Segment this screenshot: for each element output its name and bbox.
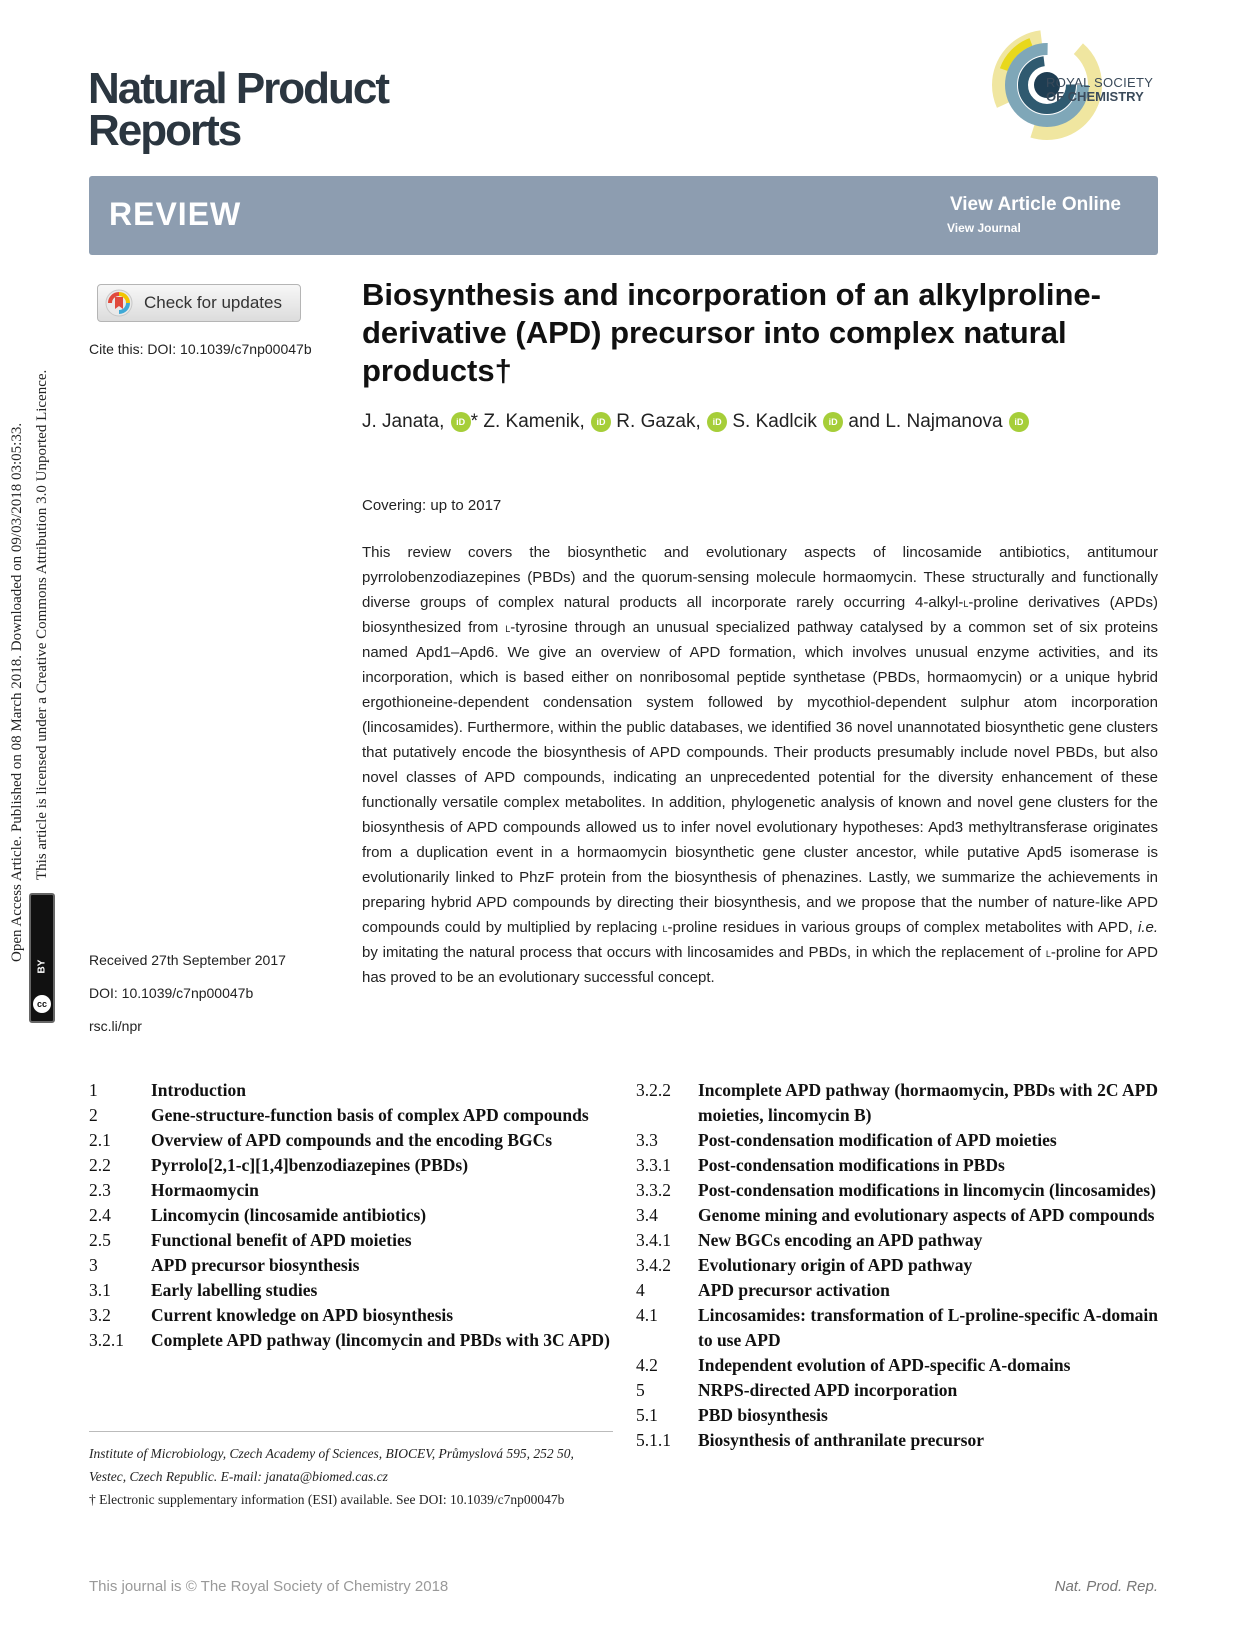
toc-number: 2.2 xyxy=(89,1155,111,1175)
toc-item[interactable] xyxy=(636,1128,1158,1153)
toc-number: 3.2 xyxy=(89,1305,111,1325)
toc-number: 4.2 xyxy=(636,1355,658,1375)
toc-item[interactable] xyxy=(636,1353,1158,1378)
toc-label: Gene-structure-function basis of complex APD compounds xyxy=(151,1105,589,1125)
toc-number: 3.4.1 xyxy=(636,1230,671,1250)
journal-title xyxy=(88,64,448,155)
toc-label: Current knowledge on APD biosynthesis xyxy=(151,1305,454,1325)
toc-label: Post-condensation modification of APD moieties xyxy=(698,1130,1057,1150)
review-banner xyxy=(89,176,1158,255)
toc-number: 3.4.2 xyxy=(636,1255,671,1275)
toc-item[interactable] xyxy=(636,1428,1158,1453)
toc-item[interactable] xyxy=(636,1378,1158,1403)
toc-label: Genome mining and evolutionary aspects of APD compounds xyxy=(698,1205,1155,1225)
toc-item[interactable] xyxy=(89,1203,613,1228)
view-journal-link[interactable]: View Journal xyxy=(947,221,1021,235)
toc-label: Hormaomycin xyxy=(151,1180,259,1200)
author-list xyxy=(362,411,1029,433)
toc-label: Biosynthesis of anthranilate precursor xyxy=(698,1430,984,1450)
toc-item[interactable] xyxy=(89,1128,613,1153)
toc-label: Evolutionary origin of APD pathway xyxy=(698,1255,973,1275)
toc-item[interactable] xyxy=(89,1328,613,1353)
toc-number: 3.3 xyxy=(636,1130,658,1150)
abstract-smallcaps: l xyxy=(662,920,668,935)
toc-label: PBD biosynthesis xyxy=(698,1405,828,1425)
toc-label: Pyrrolo[2,1-c][1,4]benzodiazepines (PBDs) xyxy=(151,1155,469,1175)
toc-label: Lincosamides: transformation of L-proline-specific A-domain to use APD xyxy=(698,1305,1158,1350)
abstract-smallcaps: l xyxy=(505,620,511,635)
rsc-npr-link[interactable]: rsc.li/npr xyxy=(89,1018,142,1034)
orcid-icon[interactable]: iD xyxy=(823,412,843,432)
toc-label: NRPS-directed APD incorporation xyxy=(698,1380,958,1400)
corresponding-mark: * xyxy=(470,411,479,432)
footnote-divider xyxy=(89,1431,613,1432)
affiliation-footnote: Institute of Microbiology, Czech Academy of Sciences, BIOCEV, Průmyslová 595, 252 50, Vestec, Czech Republic. E-mail: janata@biomed.cas.cz xyxy=(89,1446,574,1484)
toc-item[interactable] xyxy=(89,1103,613,1128)
toc-label: Functional benefit of APD moieties xyxy=(151,1230,412,1250)
toc-label: Independent evolution of APD-specific A-domains xyxy=(698,1355,1071,1375)
toc-left-column xyxy=(89,1078,613,1353)
article-title: Biosynthesis and incorporation of an alkylproline-derivative (APD) precursor into complex natural products† xyxy=(362,277,1101,388)
footnotes xyxy=(89,1442,613,1511)
cite-label: Cite this: xyxy=(89,341,144,357)
margin-notes xyxy=(0,0,60,1030)
toc-item[interactable] xyxy=(636,1153,1158,1178)
abstract-text: -proline residues in various groups of complex metabolites with APD, xyxy=(667,919,1138,936)
journal-title-line2: Reports xyxy=(88,106,241,155)
orcid-icon[interactable]: iD xyxy=(451,412,471,432)
toc-item[interactable] xyxy=(636,1303,1158,1353)
rsc-wordmark-line2: OF CHEMISTRY xyxy=(1046,89,1144,104)
toc-label: New BGCs encoding an APD pathway xyxy=(698,1230,983,1250)
orcid-icon[interactable]: iD xyxy=(591,412,611,432)
by-label: BY xyxy=(36,959,48,974)
toc-label: APD precursor biosynthesis xyxy=(151,1255,360,1275)
toc-item[interactable] xyxy=(636,1278,1158,1303)
author-name: and L. Najmanova xyxy=(848,411,1003,432)
toc-number: 2 xyxy=(89,1105,98,1125)
toc-number: 4.1 xyxy=(636,1305,658,1325)
toc-label: Complete APD pathway (lincomycin and PBDs with 3C APD) xyxy=(151,1330,610,1350)
author-name: Z. Kamenik, xyxy=(483,411,585,432)
cc-by-badge[interactable] xyxy=(29,893,55,1023)
toc-item[interactable] xyxy=(89,1153,613,1178)
toc-number: 2.5 xyxy=(89,1230,111,1250)
doi-side[interactable]: DOI: 10.1039/c7np00047b xyxy=(89,985,254,1001)
toc-number: 3.1 xyxy=(89,1280,111,1300)
abstract-text: -proline for APD has proved to be an evolutionary successful concept. xyxy=(362,944,1158,986)
toc-item[interactable] xyxy=(636,1178,1158,1203)
toc-number: 5 xyxy=(636,1380,645,1400)
toc-number: 3 xyxy=(89,1255,98,1275)
toc-number: 2.3 xyxy=(89,1180,111,1200)
toc-item[interactable] xyxy=(89,1078,613,1103)
orcid-icon[interactable]: iD xyxy=(1009,412,1029,432)
toc-item[interactable] xyxy=(89,1303,613,1328)
journal-abbrev-footer: Nat. Prod. Rep. xyxy=(1054,1578,1158,1595)
abstract-text: by imitating the natural process that occurs with lincosamides and PBDs, in which the replacement of xyxy=(362,944,1046,961)
orcid-icon[interactable]: iD xyxy=(707,412,727,432)
toc-item[interactable] xyxy=(636,1203,1158,1228)
toc-item[interactable] xyxy=(89,1278,613,1303)
toc-number: 3.3.1 xyxy=(636,1155,671,1175)
toc-number: 2.1 xyxy=(89,1130,111,1150)
toc-item[interactable] xyxy=(636,1403,1158,1428)
copyright-footer: This journal is © The Royal Society of Chemistry 2018 xyxy=(89,1578,449,1595)
toc-label: Post-condensation modifications in lincomycin (lincosamides) xyxy=(698,1180,1156,1200)
check-for-updates-label: Check for updates xyxy=(144,293,282,312)
cc-icon: cc xyxy=(33,995,51,1013)
bookmark-update-icon xyxy=(104,288,134,318)
cite-doi[interactable]: DOI: 10.1039/c7np00047b xyxy=(147,341,312,357)
author-name: S. Kadlcik xyxy=(732,411,817,432)
toc-item[interactable] xyxy=(89,1253,613,1278)
toc-right-column xyxy=(636,1078,1158,1453)
cite-this xyxy=(89,341,312,357)
open-access-note: Open Access Article. Published on 08 March 2018. Downloaded on 09/03/2018 03:05:33. xyxy=(9,422,25,962)
esi-footnote: † Electronic supplementary information (ESI) available. See DOI: 10.1039/c7np00047b xyxy=(89,1492,565,1507)
received-date: Received 27th September 2017 xyxy=(89,952,286,968)
abstract-smallcaps: l xyxy=(963,595,969,610)
toc-label: Post-condensation modifications in PBDs xyxy=(698,1155,1005,1175)
toc-item[interactable] xyxy=(636,1078,1158,1128)
journal-title-line1: Natural Product xyxy=(88,64,389,113)
rsc-wordmark xyxy=(1046,76,1153,104)
toc-number: 5.1.1 xyxy=(636,1430,671,1450)
toc-label: Incomplete APD pathway (hormaomycin, PBDs with 2C APD moieties, lincomycin B) xyxy=(698,1080,1158,1125)
toc-item[interactable] xyxy=(636,1253,1158,1278)
toc-number: 1 xyxy=(89,1080,98,1100)
toc-item[interactable] xyxy=(89,1178,613,1203)
toc-label: Introduction xyxy=(151,1080,246,1100)
check-for-updates-button[interactable] xyxy=(97,284,301,322)
toc-number: 3.3.2 xyxy=(636,1180,671,1200)
abstract-smallcaps: l xyxy=(1045,945,1051,960)
view-article-online-link[interactable]: View Article Online xyxy=(949,194,1121,215)
abstract-text: -tyrosine through an unusual specialized pathway catalysed by a common set of six proteins named Apd1–Apd6. We give an overview of APD formation, which involves unusual enzyme activities, and its incorporation, which is based either on nonribosomal peptide synthetase (PBDs, hormaomycin) or a unique hybrid ergothioneine-dependent condensation system followed by mycothiol-dependent sulphur atom incorporation (lincosamides). Furthermore, within the public databases, we identified 36 novel unannotated biosynthetic gene clusters that putatively encode the biosynthesis of APD compounds. Their products presumably include novel PBDs, but also novel classes of APD compounds, indicating an unprecedented potential for the diversity enhancement of these functionally versatile complex metabolites. In addition, phylogenetic analysis of known and novel gene clusters for the biosynthesis of APD compounds allowed us to infer novel evolutionary hypotheses: Apd3 methyltransferase originates from a duplication event in a hormaomycin biosynthetic gene cluster ancestor, while putative Apd5 isomerase is evolutionarily linked to PhzF protein from the biosynthesis of phenazines. Lastly, we summarize the achievements in preparing hybrid APD compounds by directing their biosynthesis, and we propose that the number of nature-like APD compounds could by multiplied by replacing xyxy=(362,619,1158,936)
toc-number: 3.4 xyxy=(636,1205,658,1225)
toc-label: Early labelling studies xyxy=(151,1280,318,1300)
toc-number: 4 xyxy=(636,1280,645,1300)
toc-number: 3.2.2 xyxy=(636,1080,671,1100)
toc-number: 5.1 xyxy=(636,1405,658,1425)
covering-note: Covering: up to 2017 xyxy=(362,497,502,514)
toc-label: Overview of APD compounds and the encoding BGCs xyxy=(151,1130,553,1150)
rsc-wordmark-line1: ROYAL SOCIETY xyxy=(1046,75,1154,90)
abstract-text: -proline derivatives (APDs) biosynthesized from xyxy=(362,594,1159,636)
author-name: J. Janata, xyxy=(362,411,445,432)
author-name: R. Gazak, xyxy=(616,411,701,432)
review-label: REVIEW xyxy=(109,196,242,232)
license-note[interactable]: This article is licensed under a Creative Commons Attribution 3.0 Unported Licence. xyxy=(34,369,50,880)
abstract-italic: i.e. xyxy=(1137,919,1158,936)
toc-number: 3.2.1 xyxy=(89,1330,124,1350)
abstract xyxy=(362,540,1158,990)
abstract-text: This review covers the biosynthetic and evolutionary aspects of lincosamide antibiotics, antitumour pyrrolobenzodiazepines (PBDs) and the quorum-sensing molecule hormaomycin. These structurally and functionally diverse groups of complex natural products all incorporate rarely occurring 4-alkyl- xyxy=(362,544,1158,611)
toc-label: Lincomycin (lincosamide antibiotics) xyxy=(151,1205,427,1225)
toc-label: APD precursor activation xyxy=(698,1280,890,1300)
toc-item[interactable] xyxy=(636,1228,1158,1253)
toc-item[interactable] xyxy=(89,1228,613,1253)
toc-number: 2.4 xyxy=(89,1205,111,1225)
